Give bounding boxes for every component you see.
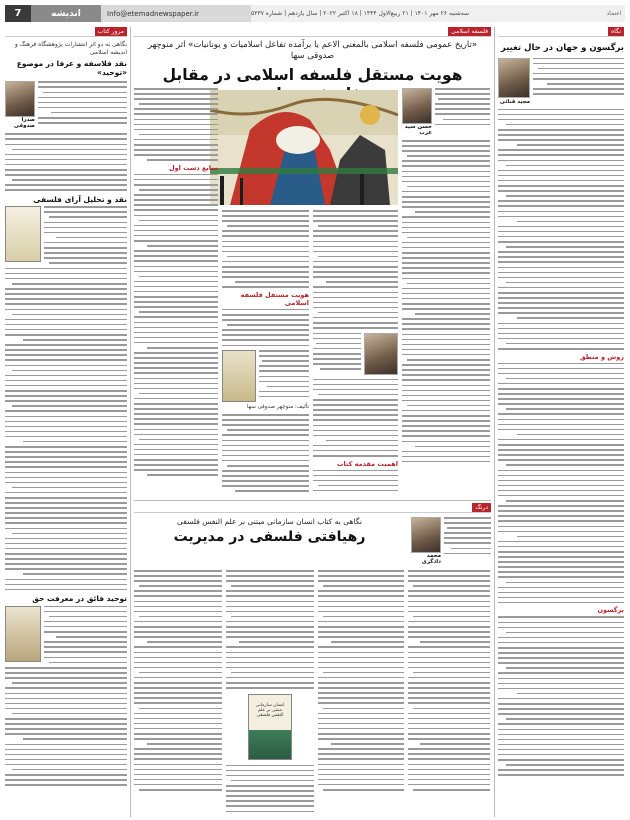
date-line: سه‌شنبه ۲۶ مهر ۱۴۰۱ | ۲۱ ربیع‌الاول ۱۴۴۴ | ۱۸ اکتبر ۲۰۲۲ | سال یازدهم | شماره ۵۳۳۷: [251, 5, 603, 22]
left-item3-headline: توحید فائق در معرفت حق: [32, 594, 127, 604]
second-article-tag: درنگ: [472, 503, 491, 512]
right-column-tag-bar: [498, 27, 624, 37]
column-divider: [130, 27, 131, 817]
main-article-author: حسن سید عرب: [404, 124, 432, 136]
left-item1-kicker: نگاهی به دو اثر انتشارات پژوهشگاه فرهنگ و اندیشه اسلامی: [14, 41, 127, 56]
left-column-tag-bar: [5, 27, 127, 37]
article-painting: [210, 90, 398, 205]
main-article-kicker: «تاریخ عمومی فلسفه اسلامی بالمعنی الاعم یا برآمده تفاعل اسلامیات و یونانیات» اثر منوچهر صدوقی سها: [147, 40, 478, 62]
second-article-col-b: [318, 570, 404, 815]
left-item1-headline: نقد فلاسفه و عرفا در موضوع «توحید»: [16, 58, 127, 77]
book-cover-title: انسان سازمانی مبتنی بر علم النفس فلسفی: [255, 702, 285, 718]
painting-illustration: [210, 90, 398, 205]
main-subhead-2: هویت مستقل فلسفه اسلامی: [240, 290, 309, 307]
page-number: 7: [5, 5, 31, 22]
column-divider: [494, 27, 495, 817]
book-caption: تألیف: منوچهر صدوقی سها: [247, 404, 309, 411]
book-cover: [248, 694, 292, 760]
author-name: مجید قنائی: [499, 98, 530, 105]
masthead: [5, 5, 625, 22]
author-photo: [5, 81, 35, 117]
second-article-tag-bar: [134, 503, 491, 513]
left-item2-headline: نقد و تحلیل آرای فلسفی: [33, 194, 127, 204]
main-article-col-c: [134, 88, 218, 498]
author-photo: [402, 88, 432, 124]
section-divider: [134, 500, 491, 501]
left-column: [5, 27, 127, 817]
newspaper-logo: اعتماد: [603, 5, 625, 22]
main-subhead-3: اهمیت مقدمه کتاب: [337, 459, 398, 468]
second-article-col-d: [134, 570, 222, 815]
book-cover: [5, 206, 41, 262]
section-title: اندیشه: [31, 5, 101, 22]
book-cover: [222, 350, 256, 402]
left-column-tag: مرور کتاب: [95, 27, 127, 36]
second-article-headline: رهیافتی فلسفی در مدیریت: [173, 529, 366, 545]
right-column: [498, 27, 624, 817]
main-article-col-a: [313, 210, 398, 495]
main-subhead-1: منابع دست اول: [168, 163, 218, 172]
main-article-col-b: [222, 210, 309, 495]
book-cover: [5, 606, 41, 662]
portrait-photo: [364, 333, 398, 375]
right-subhead-2: برگسون: [597, 606, 624, 615]
right-column-tag: نگاه: [608, 27, 624, 36]
second-article-author: محمد دادگری: [421, 553, 441, 565]
email-address[interactable]: Info@etemadnewspaper.ir: [101, 5, 251, 22]
author-photo: [498, 58, 530, 98]
main-article-headline: هویت مستقل فلسفه اسلامی در مقابل: [162, 66, 463, 85]
second-article-kicker: نگاهی به کتاب انسان سازمانی مبتنی بر علم النفس فلسفی: [177, 517, 362, 526]
main-article-intro-column: [402, 88, 490, 498]
main-article-tag: فلسفه اسلامی: [448, 27, 491, 36]
right-column-headline: برگسون و جهان در حال تغییر: [500, 43, 624, 53]
second-article-col-c: [226, 570, 314, 815]
main-article-tag-bar: [134, 27, 491, 37]
left-item1-author: صدرا صدوقی: [13, 117, 35, 130]
right-subhead-1: روش و منطق: [579, 352, 624, 361]
author-photo: [411, 517, 441, 553]
second-article-col-a: [408, 570, 490, 815]
